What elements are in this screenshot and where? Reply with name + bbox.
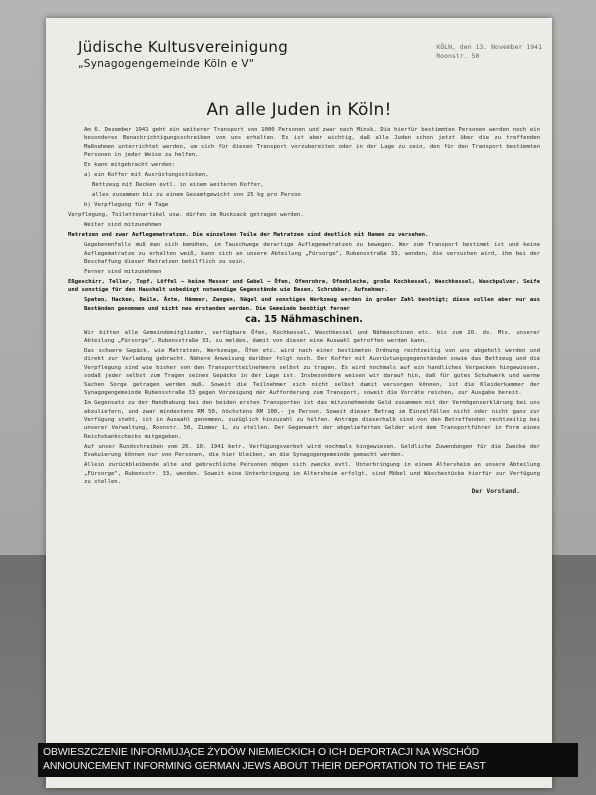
exhibit-caption (38, 743, 578, 777)
paragraph: Das schwere Gepäck, wie Matratzen, Werkzeuge, Öfen etc. wird nach einer bestimmten Ordnung rechtzeitig von uns abgeholt werden und direkt zur Verladung gebracht. Nähere Anweisung darüber folgt noch. Der Koffer mit Ausrüstungsgegenständen sowie das Bettzeug und die Verpflegung sind wie bisher von den Transportteilnehmern selbst zu tragen. Es wird nochmals auf ein handliches Verpacken hingewiesen, sodaß jeder selbst zum Tragen seines Gepäcks in der Lage ist. Insbesondere weisen wir darauf hin, daß für gutes Schuhwerk und warme Sachen Sorge getragen werden muß. Soweit die Teilnehmer sich nicht selbst damit versorgen können, ist die Kleiderkammer der Synagogengemeinde Rubensstraße 33 gegen Vorzeigung der Aufforderung zum Transport, soweit die Vorräte reichen, zur Ausgabe bereit. (84, 348, 540, 397)
paragraph: a) ein Koffer mit Ausrüstungsstücken, (84, 172, 209, 179)
date-line: KÖLN, den 13. November 1941 (436, 43, 542, 51)
paragraph: Eßgeschirr, Teller, Topf, Löffel — keine Messer und Gabel — Öfen, Ofenrohre, Ofenbleche, große Kochkessel, Waschkessel, Waschpulver, Seife und sonstige für den Haushalt unbedingt notwendige Gegenstände wie Besen, Schrubber, Aufnehmer. (68, 279, 540, 294)
paragraph: Ferner sind mitzunehmen (84, 269, 162, 276)
section-heading: ca. 15 Nähmaschinen. (245, 314, 363, 326)
paragraph: Gegebenenfalls muß man sich bemühen, im Tauschwege derartige Auflegematratzen zu bewegen. Wer zum Transport bestimmt ist und keine Auflegematratze zu erhalten weiß, kann sich an unsere Abteilung „Fürsorge", Rubensstraße 33, wenden, die versuchen wird, ihm bei der Beschaffung dieser Matratzen behilflich zu sein. (84, 242, 540, 266)
paragraph: Am 6. Dezember 1941 geht ein weiterer Transport von 1000 Personen und zwar nach Minsk. Die hierfür bestimmten Personen werden noch ein besonderes Benachrichtigungsschreiben von uns erhalten. Es ist aber wichtig, daß alle Juden schon jetzt über die zu treffenden Maßnahmen unterrichtet werden, um sich für diesen Transport vorzubereiten oder in der Lage zu sein, den für den Transport bestimmten Personen in jeder Weise zu helfen. (84, 127, 540, 159)
document-body (68, 126, 540, 497)
signature: Der Vorstand. (471, 488, 520, 496)
organization-subname: „Synagogengemeinde Köln e V" (78, 58, 255, 70)
paragraph: Allein zurückbleibende alte und gebrechliche Personen mögen sich zwecks evtl. Unterbringung in einem Altersheim an unsere Abteilung „Fürsorge", Rubensstr. 33, wenden. Soweit eine Unterbringung im Altersheim erfolgt, sind Möbel und Wäschestücke hierfür zur Verfügung zu stellen. (84, 462, 540, 485)
paragraph: Bettzeug mit Decken evtl. in einem weiteren Koffer, (92, 182, 264, 189)
paragraph: Verpflegung, Toilettenartikel usw. dürfen im Rucksack getragen werden. (68, 212, 304, 219)
organization-name: Jüdische Kultusvereinigung (78, 38, 289, 56)
paragraph: Spaten, Hacken, Beile, Äxte, Hämmer, Zangen, Nägel und sonstiges Werkzeug werden in großer Zahl benötigt; diese sollen aber nur aus Beständen genommen und nicht neu erstanden werden. Die Gemeinde benötigt ferner (84, 297, 540, 312)
caption-english: ANNOUNCEMENT INFORMING GERMAN JEWS ABOUT THEIR DEPORTATION TO THE EAST (43, 761, 486, 772)
paragraph: Weiter sind mitzunehmen (84, 222, 162, 229)
paragraph: b) Verpflegung für 4 Tage (84, 202, 169, 209)
paragraph: Im Gegensatz zu der Handhabung bei den beiden ersten Transporten ist das mitzunehmende Geld zusammen mit der Vermögenserklärung bei uns abzuliefern, und zwar mindestens RM 50, höchstens RM 100,- je Person. Soweit dieser Betrag im Einzelfällen nicht oder nicht ganz zur Verfügung steht, ist in Auswahl genommen, zuzüglich hinzuzahl zu helfen. Anträge dieserhalb sind von den Betreffenden rechtzeitig bei unserer Verwaltung, Roonstr. 50, Zimmer 1, zu stellen. Der Gegenwert der abgelieferten Gelder wird dem Transportführer in Form eines Reichsbankschecks mitgegeben. (84, 400, 540, 440)
document-title: An alle Juden in Köln! (206, 100, 392, 120)
announcement-document (46, 18, 552, 788)
reference-line: Roonstr. 50 (436, 52, 480, 60)
paragraph: Es kann mitgebracht werden: (84, 162, 175, 169)
paragraph: Auf unser Rundschreiben vom 26. 10. 1941 betr. Verfügungsverbot wird nochmals hingewiesen. Geldliche Zuwendungen für die Zwecke der Evakuierung können nur von Personen, die hier bleiben, an die Synagogengemeinde gemacht werden. (84, 443, 540, 459)
date-block (436, 43, 542, 61)
caption-polish: OBWIESZCZENIE INFORMUJĄCE ŻYDÓW NIEMIECKICH O ICH DEPORTACJI NA WSCHÓD (43, 747, 479, 758)
paragraph: alles zusammen bis zu einem Gesamtgewicht von 25 kg pro Person (92, 192, 301, 199)
letterhead (78, 38, 288, 70)
paragraph: Matratzen und zwar Auflegematratzen. Die einzelnen Teile der Matratzen sind deutlich mit Namen zu versehen. (68, 232, 429, 239)
paragraph: Wir bitten alle Gemeindemitglieder, verfügbare Öfen, Kochkessel, Waschkessel und Nähmaschinen etc. bis zum 20. ds. Mts. unserer Abteilung „Fürsorge", Rubensstraße 33, zu melden, damit von dieser eine Auswahl getroffen werden kann. (84, 329, 540, 345)
